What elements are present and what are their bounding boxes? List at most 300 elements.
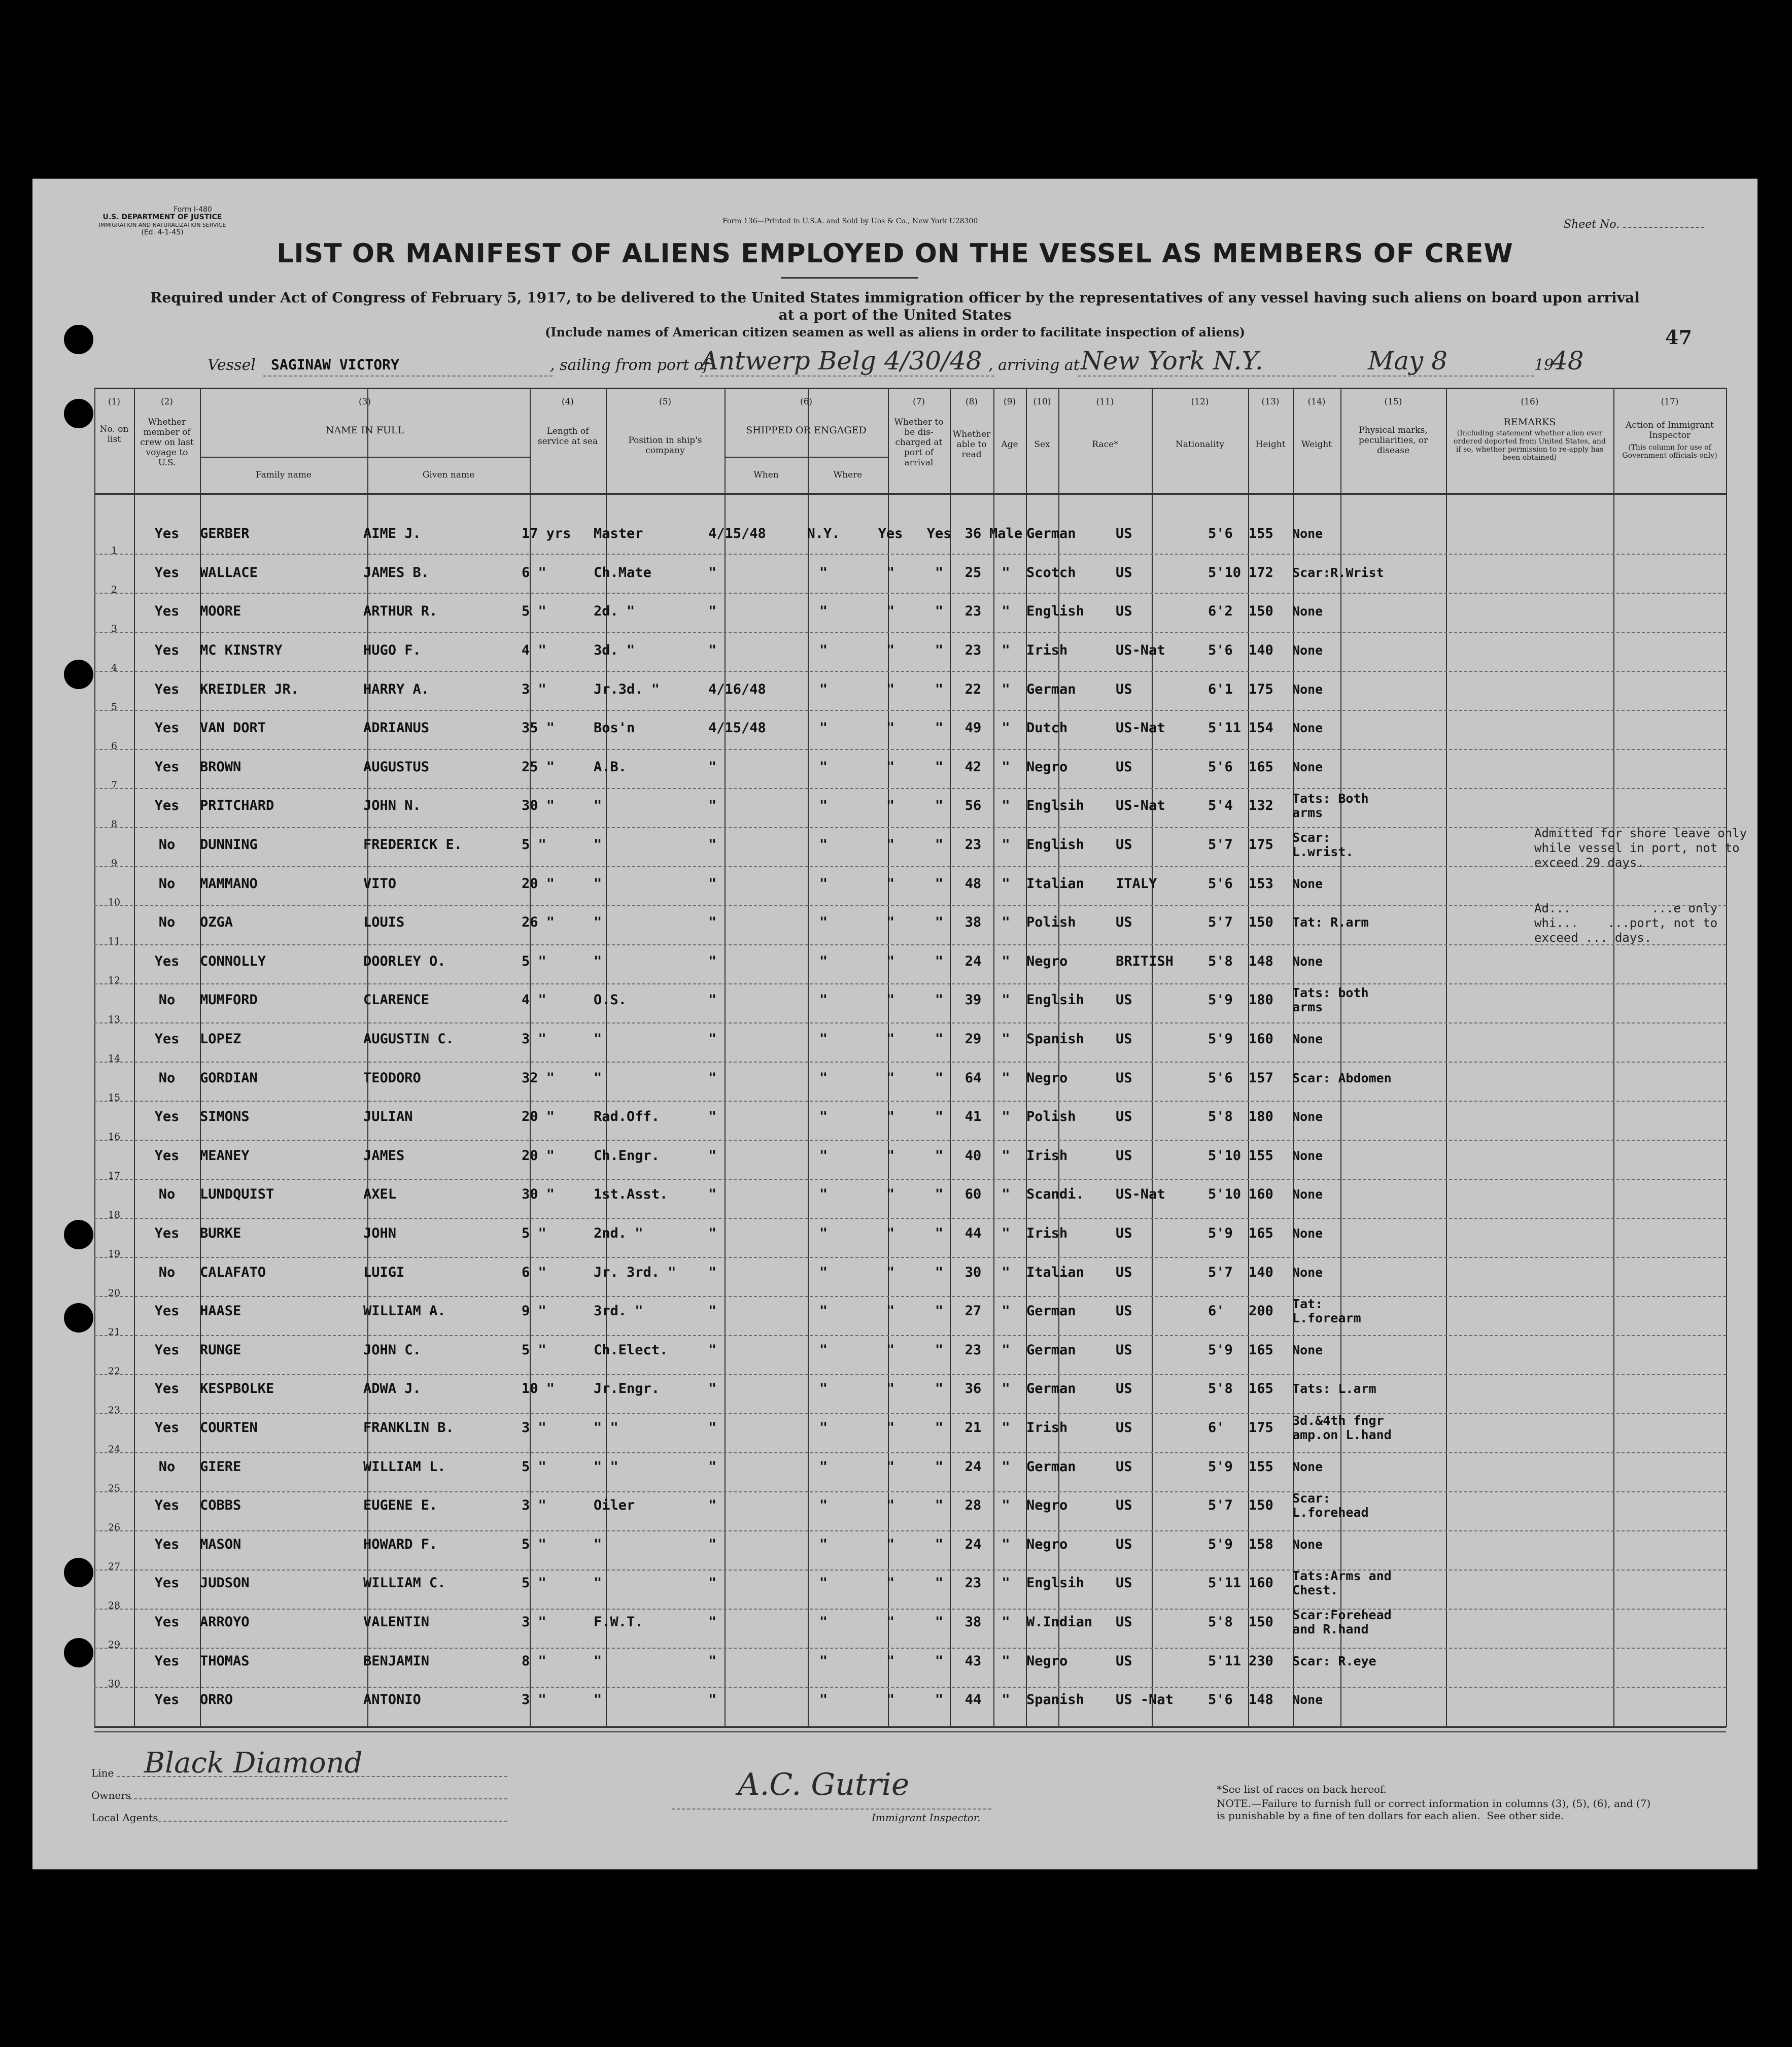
prior-voyage-cell: No [158, 837, 176, 853]
table-row [134, 748, 1392, 787]
position-cell: Master [594, 526, 643, 542]
family-name-cell: KESPBOLKE [200, 1381, 274, 1397]
given-name-cell: FREDERICK E. [363, 837, 463, 853]
shipped-where-cell: " [819, 1147, 828, 1164]
height-cell: 5'8 [1208, 953, 1233, 969]
service-length-cell: 3 " [522, 1692, 546, 1708]
arrival-date[interactable]: May 8 [1368, 346, 1448, 376]
sex-cell: " [1002, 1264, 1010, 1280]
able-to-read-cell: " [935, 875, 944, 892]
race-cell: Italian [1026, 875, 1084, 892]
physical-marks-cell: None [1292, 1148, 1323, 1163]
discharged-cell: " [886, 1264, 895, 1280]
shipped-when-cell: " [708, 1070, 717, 1086]
nationality-cell: US-Nat [1116, 720, 1165, 736]
family-name-cell: DUNNING [200, 837, 258, 853]
weight-cell: 200 [1249, 1303, 1273, 1319]
family-name-cell: VAN DORT [200, 720, 266, 736]
discharged-cell: " [886, 1342, 895, 1358]
race-cell: Irish [1026, 1419, 1068, 1436]
vessel-name[interactable]: SAGINAW VICTORY [271, 356, 399, 373]
crew-table [134, 515, 1399, 1719]
shipped-where-cell: " [819, 1303, 828, 1319]
shipped-where-cell: N.Y. [807, 526, 840, 542]
physical-marks-cell: None [1292, 526, 1323, 541]
col10-num: (10) [1033, 397, 1051, 407]
shipped-where-cell: " [819, 953, 828, 969]
service-length-cell: 5 " [522, 953, 546, 969]
shipped-when-cell: " [708, 603, 717, 620]
position-cell: Ch.Mate [594, 564, 651, 581]
weight-cell: 172 [1249, 564, 1273, 581]
family-name-cell: PRITCHARD [200, 798, 274, 814]
table-row [134, 1137, 1392, 1176]
height-cell: 5'10 [1208, 1147, 1242, 1164]
nationality-cell: US [1116, 1381, 1132, 1397]
table-row [134, 709, 1392, 748]
sheet-no-text: Sheet No. [1564, 218, 1620, 231]
manifest-sheet [32, 179, 1757, 1869]
nationality-cell: US [1116, 1536, 1132, 1552]
sex-cell: " [1002, 1342, 1010, 1358]
weight-cell: 140 [1249, 642, 1273, 659]
nationality-cell: US [1116, 992, 1132, 1008]
col6a-head: When [753, 470, 779, 480]
col6-head: SHIPPED OR ENGAGED [746, 425, 867, 436]
nationality-cell: US [1116, 1303, 1132, 1319]
nationality-cell: US [1116, 1419, 1132, 1436]
able-to-read-cell: " [935, 1303, 944, 1319]
discharged-cell: " [886, 603, 895, 620]
shipped-where-cell: " [819, 1419, 828, 1436]
able-to-read-cell: " [935, 1419, 944, 1436]
physical-marks-cell: None [1292, 1459, 1323, 1474]
prior-voyage-cell: No [158, 1264, 176, 1280]
col5-num: (5) [659, 397, 672, 407]
table-row [134, 515, 1392, 554]
arriving-port[interactable]: New York N.Y. [1081, 346, 1263, 376]
row-number: 18 [108, 1209, 121, 1220]
row-number: 2 [111, 584, 118, 595]
height-cell: 6' [1208, 1303, 1225, 1319]
given-name-cell: EUGENE E. [363, 1497, 438, 1514]
table-row [134, 1564, 1392, 1603]
height-cell: 5'6 [1208, 759, 1233, 775]
row-number: 21 [108, 1326, 121, 1338]
weight-cell: 155 [1249, 526, 1273, 542]
subheader-divider [200, 457, 530, 458]
age-cell: 49 [964, 720, 982, 736]
punch-hole [64, 325, 93, 354]
given-name-cell: CLARENCE [363, 992, 430, 1008]
col7-head: Whether to be dis-charged at port of arrival [894, 417, 944, 468]
col3a-head: Family name [255, 470, 312, 480]
col16-head: REMARKS [1503, 417, 1556, 428]
position-cell: Bos'n [594, 720, 635, 736]
footer-rule [94, 1731, 1726, 1732]
service-length-cell: 5 " [522, 1575, 546, 1591]
row-number: 26 [108, 1522, 121, 1533]
discharged-cell: " [886, 564, 895, 581]
prior-voyage-cell: No [158, 992, 176, 1008]
race-cell: Negro [1026, 1536, 1068, 1552]
nationality-cell: US [1116, 759, 1132, 775]
nationality-cell: US [1116, 1264, 1132, 1280]
given-name-cell: LOUIS [363, 914, 405, 931]
height-cell: 5'9 [1208, 1536, 1233, 1552]
table-bottom-rule [94, 1726, 1726, 1728]
weight-cell: 165 [1249, 1342, 1273, 1358]
sex-cell: " [1002, 720, 1010, 736]
age-cell: 21 [964, 1419, 982, 1436]
sex-cell: Male [989, 526, 1023, 542]
shipped-when-cell: " [708, 1653, 717, 1669]
shipped-when-cell: " [708, 1109, 717, 1125]
table-row [134, 631, 1392, 670]
physical-marks-cell: Tats:Arms and Chest. [1292, 1568, 1399, 1598]
table-row [134, 1603, 1392, 1642]
discharged-cell: " [886, 1070, 895, 1086]
sex-cell: " [1002, 1497, 1010, 1514]
position-cell: " [594, 1653, 602, 1669]
prior-voyage-cell: Yes [154, 681, 180, 697]
year-prefix: 19 [1534, 356, 1554, 374]
weight-cell: 180 [1249, 1109, 1273, 1125]
discharged-cell: " [886, 759, 895, 775]
service-length-cell: 6 " [522, 1264, 546, 1280]
physical-marks-cell: None [1292, 1692, 1323, 1708]
position-cell: A.B. [594, 759, 627, 775]
prior-voyage-cell: No [158, 914, 176, 931]
position-cell: Jr. 3rd. " [594, 1264, 676, 1280]
inspector-rule [672, 1809, 991, 1810]
remark-shore-leave-2: Ad... ...e only whi... ...port, not to exceed ... days. [1534, 901, 1718, 945]
age-cell: 25 [964, 564, 982, 581]
table-row [134, 1059, 1392, 1098]
sex-cell: " [1002, 759, 1010, 775]
table-row [134, 1681, 1392, 1720]
position-cell: Jr.3d. " [594, 681, 660, 697]
physical-marks-cell: Scar:Forehead and R.hand [1292, 1607, 1399, 1636]
discharged-cell: " [886, 1458, 895, 1475]
printer-line: Form 136—Printed in U.S.A. and Sold by Uos & Co., New York U28300 [722, 217, 978, 225]
given-name-cell: WILLIAM A. [363, 1303, 446, 1319]
service-length-cell: 3 " [522, 1419, 546, 1436]
able-to-read-cell: " [935, 720, 944, 736]
shipped-when-cell: " [708, 1497, 717, 1514]
discharged-cell: " [886, 1225, 895, 1241]
race-cell: Scotch [1026, 564, 1076, 581]
able-to-read-cell: " [935, 1264, 944, 1280]
prior-voyage-cell: No [158, 1070, 176, 1086]
height-cell: 5'11 [1208, 1653, 1242, 1669]
shipped-when-cell: " [708, 1264, 717, 1280]
given-name-cell: VALENTIN [363, 1614, 430, 1630]
col6b-head: Where [833, 470, 863, 480]
able-to-read-cell: " [935, 1342, 944, 1358]
service-length-cell: 8 " [522, 1653, 546, 1669]
service-length-cell: 3 " [522, 1031, 546, 1047]
edition: (Ed. 4-1-45) [141, 228, 184, 236]
table-row [134, 1253, 1392, 1292]
prior-voyage-cell: Yes [154, 1109, 180, 1125]
shipped-when-cell: " [708, 1225, 717, 1241]
age-cell: 43 [964, 1653, 982, 1669]
prior-voyage-cell: Yes [154, 1225, 180, 1241]
sex-cell: " [1002, 603, 1010, 620]
height-cell: 5'6 [1208, 642, 1233, 659]
line-rule [117, 1776, 507, 1777]
physical-marks-cell: Tats: both arms [1292, 985, 1376, 1015]
physical-marks-cell: Tats: Both arms [1292, 791, 1376, 821]
able-to-read-cell: " [935, 1109, 944, 1125]
service-length-cell: 4 " [522, 992, 546, 1008]
sex-cell: " [1002, 1109, 1010, 1125]
table-header-rule [94, 493, 1726, 495]
age-cell: 24 [964, 1458, 982, 1475]
row-number: 17 [108, 1170, 121, 1181]
col4-head: Length of service at sea [537, 426, 598, 447]
able-to-read-cell: " [935, 1147, 944, 1164]
age-cell: 29 [964, 1031, 982, 1047]
shipped-where-cell: " [819, 1653, 828, 1669]
sex-cell: " [1002, 1458, 1010, 1475]
age-cell: 44 [964, 1225, 982, 1241]
nationality-cell: US-Nat [1116, 1186, 1165, 1203]
age-cell: 60 [964, 1186, 982, 1203]
shipped-when-cell: 4/16/48 [708, 681, 766, 697]
shipped-where-cell: " [819, 1186, 828, 1203]
row-number: 19 [108, 1248, 121, 1259]
weight-cell: 175 [1249, 837, 1273, 853]
weight-cell: 158 [1249, 1536, 1273, 1552]
vessel-rule [263, 376, 553, 377]
sailing-rule [700, 376, 994, 377]
table-row [134, 1486, 1392, 1525]
shipped-where-cell: " [819, 1614, 828, 1630]
race-cell: German [1026, 1342, 1076, 1358]
table-row [134, 670, 1392, 709]
discharged-cell: " [886, 1419, 895, 1436]
shipped-where-cell: " [819, 1536, 828, 1552]
service-length-cell: 5 " [522, 603, 546, 620]
able-to-read-cell: " [935, 1186, 944, 1203]
year-suffix[interactable]: 48 [1552, 346, 1584, 376]
sex-cell: " [1002, 1070, 1010, 1086]
physical-marks-cell: None [1292, 1109, 1323, 1124]
shipped-where-cell: " [819, 1070, 828, 1086]
given-name-cell: VITO [363, 875, 397, 892]
table-row [134, 1330, 1392, 1370]
family-name-cell: MC KINSTRY [200, 642, 283, 659]
col12-num: (12) [1191, 397, 1209, 407]
race-cell: Polish [1026, 1109, 1076, 1125]
prior-voyage-cell: No [158, 875, 176, 892]
race-cell: German [1026, 1381, 1076, 1397]
shipped-where-cell: " [819, 1342, 828, 1358]
row-number: 22 [108, 1366, 121, 1377]
height-cell: 6'2 [1208, 603, 1233, 620]
age-cell: 23 [964, 642, 982, 659]
nationality-cell: US [1116, 1225, 1132, 1241]
given-name-cell: WILLIAM C. [363, 1575, 446, 1591]
age-cell: 39 [964, 992, 982, 1008]
sailing-port[interactable]: Antwerp Belg 4/30/48 [700, 346, 982, 376]
date-rule [1341, 376, 1534, 377]
sex-cell: " [1002, 837, 1010, 853]
physical-marks-cell: None [1292, 1187, 1323, 1202]
race-cell: Negro [1026, 953, 1068, 969]
col17-head: Action of Immigrant Inspector [1626, 420, 1714, 440]
line-label: Line [91, 1767, 114, 1779]
row-number: 12 [108, 975, 121, 986]
age-cell: 24 [964, 953, 982, 969]
position-cell: 2d. " [594, 603, 635, 620]
given-name-cell: FRANKLIN B. [363, 1419, 454, 1436]
shipped-when-cell: " [708, 1031, 717, 1047]
weight-cell: 150 [1249, 1497, 1273, 1514]
physical-marks-cell: None [1292, 759, 1323, 774]
family-name-cell: HAASE [200, 1303, 242, 1319]
nationality-cell: US [1116, 1575, 1132, 1591]
height-cell: 6'1 [1208, 681, 1233, 697]
family-name-cell: CALAFATO [200, 1264, 266, 1280]
position-cell: 3d. " [594, 642, 635, 659]
height-cell: 5'7 [1208, 1497, 1233, 1514]
physical-marks-cell: Scar:R.Wrist [1292, 565, 1384, 580]
able-to-read-cell: " [935, 914, 944, 931]
physical-marks-cell: None [1292, 1537, 1323, 1552]
weight-cell: 155 [1249, 1458, 1273, 1475]
physical-marks-cell: None [1292, 643, 1323, 658]
service-length-cell: 10 " [522, 1381, 555, 1397]
shipped-when-cell: " [708, 798, 717, 814]
given-name-cell: AIME J. [363, 526, 421, 542]
position-cell: Jr.Engr. [594, 1381, 660, 1397]
punch-hole [64, 1638, 93, 1667]
agents-label: Local Agents [91, 1812, 158, 1824]
nationality-cell: US [1116, 603, 1132, 620]
family-name-cell: KREIDLER JR. [200, 681, 299, 697]
row-number: 20 [108, 1287, 121, 1299]
shipped-where-cell: " [819, 1458, 828, 1475]
shipped-when-cell: " [708, 642, 717, 659]
nationality-cell: US [1116, 1109, 1132, 1125]
height-cell: 6' [1208, 1419, 1225, 1436]
given-name-cell: ADRIANUS [363, 720, 430, 736]
col13-num: (13) [1261, 397, 1280, 407]
able-to-read-cell: " [935, 837, 944, 853]
sex-cell: " [1002, 992, 1010, 1008]
sheet-no-label [1564, 218, 1704, 231]
age-cell: 41 [964, 1109, 982, 1125]
shipped-when-cell: " [708, 992, 717, 1008]
race-note: *See list of races on back hereof. [1217, 1783, 1387, 1795]
age-cell: 24 [964, 1536, 982, 1552]
service-length-cell: 3 " [522, 1497, 546, 1514]
row-number: 25 [108, 1483, 121, 1494]
row-number: 15 [108, 1092, 121, 1103]
prior-voyage-cell: Yes [154, 1653, 180, 1669]
able-to-read-cell: " [935, 1497, 944, 1514]
nationality-cell: US [1116, 526, 1132, 542]
given-name-cell: BENJAMIN [363, 1653, 430, 1669]
height-cell: 5'9 [1208, 992, 1233, 1008]
discharged-cell: " [886, 1536, 895, 1552]
given-name-cell: JAMES B. [363, 564, 430, 581]
sheet-no-field[interactable] [1623, 227, 1704, 228]
shipped-where-cell: " [819, 1225, 828, 1241]
nationality-cell: US [1116, 1342, 1132, 1358]
physical-marks-cell: Scar: Abdomen [1292, 1070, 1392, 1085]
sailing-label: , sailing from port of [550, 356, 709, 374]
physical-marks-cell: None [1292, 1265, 1323, 1280]
inspector-label: Immigrant Inspector. [872, 1812, 981, 1824]
age-cell: 38 [964, 914, 982, 931]
race-cell: English [1026, 603, 1084, 620]
height-cell: 5'6 [1208, 526, 1233, 542]
col1-num: (1) [108, 397, 121, 407]
prior-voyage-cell: Yes [154, 953, 180, 969]
age-cell: 36 [964, 526, 982, 542]
shipped-when-cell: " [708, 1458, 717, 1475]
race-cell: Irish [1026, 1225, 1068, 1241]
age-cell: 42 [964, 759, 982, 775]
department: U.S. DEPARTMENT OF JUSTICE [102, 213, 222, 221]
given-name-cell: DOORLEY O. [363, 953, 446, 969]
nationality-cell: US [1116, 1458, 1132, 1475]
able-to-read-cell: " [935, 798, 944, 814]
agents-rule [158, 1821, 507, 1822]
physical-marks-cell: None [1292, 1032, 1323, 1047]
able-to-read-cell: Yes [926, 526, 952, 542]
age-cell: 23 [964, 837, 982, 853]
table-row [134, 1214, 1392, 1253]
col3-head: NAME IN FULL [325, 425, 404, 436]
weight-cell: 165 [1249, 1381, 1273, 1397]
age-cell: 27 [964, 1303, 982, 1319]
age-cell: 23 [964, 1575, 982, 1591]
discharged-cell: " [886, 1614, 895, 1630]
row-number: 7 [111, 779, 118, 791]
height-cell: 5'6 [1208, 875, 1233, 892]
able-to-read-cell: " [935, 1458, 944, 1475]
row-number: 14 [108, 1053, 121, 1064]
prior-voyage-cell: Yes [154, 1381, 180, 1397]
table-row [134, 1409, 1392, 1448]
family-name-cell: RUNGE [200, 1342, 242, 1358]
col2-num: (2) [160, 397, 174, 407]
weight-cell: 150 [1249, 914, 1273, 931]
height-cell: 5'7 [1208, 1264, 1233, 1280]
row-number: 27 [108, 1561, 121, 1572]
height-cell: 5'6 [1208, 1692, 1233, 1708]
col6-num: (6) [800, 397, 813, 407]
race-cell: Italian [1026, 1264, 1084, 1280]
service-length-cell: 35 " [522, 720, 555, 736]
physical-marks-cell: None [1292, 953, 1323, 969]
race-cell: Spanish [1026, 1031, 1084, 1047]
prior-voyage-cell: Yes [154, 798, 180, 814]
given-name-cell: AUGUSTIN C. [363, 1031, 454, 1047]
shipped-where-cell: " [819, 720, 828, 736]
able-to-read-cell: " [935, 681, 944, 697]
table-row [134, 1098, 1392, 1137]
row-number: 23 [108, 1405, 121, 1416]
shipped-where-cell: " [819, 798, 828, 814]
col16-num: (16) [1521, 397, 1539, 407]
position-cell: 1st.Asst. [594, 1186, 668, 1203]
